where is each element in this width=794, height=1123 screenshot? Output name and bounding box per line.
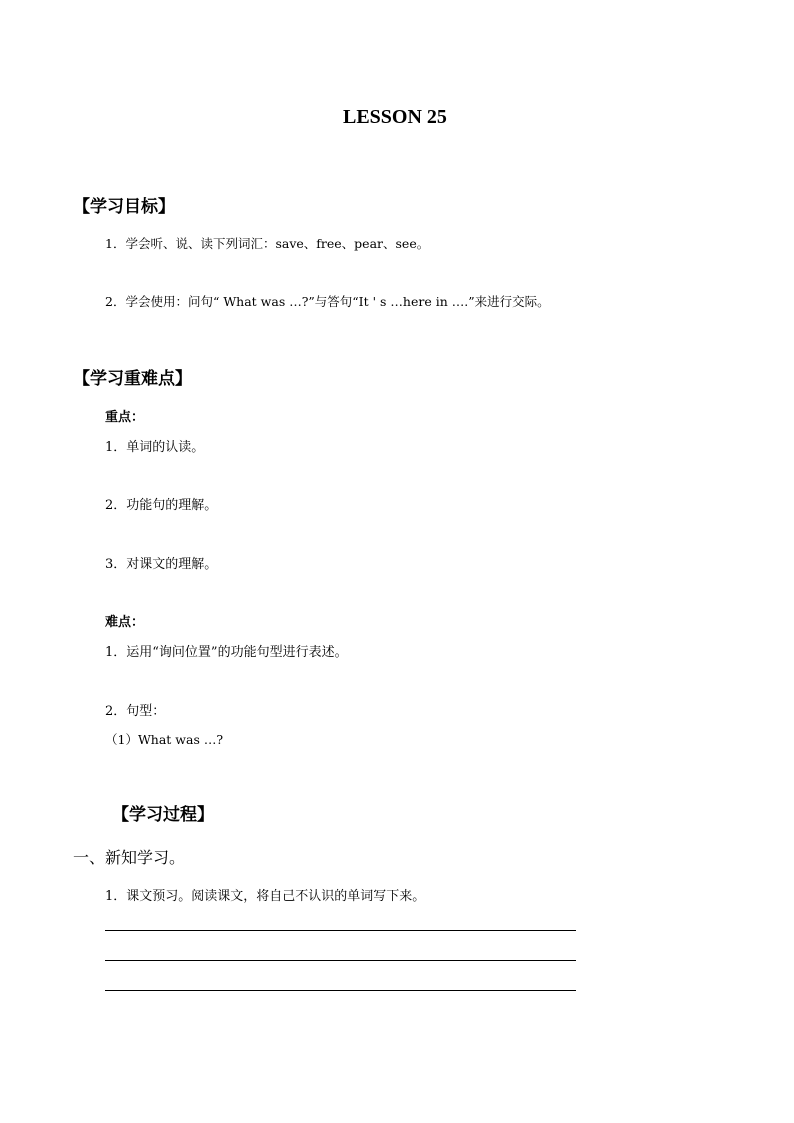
objectives-heading: 【学习目标】 xyxy=(73,197,175,217)
page-title: LESSON 25 xyxy=(343,106,447,128)
answer-line-3 xyxy=(105,990,576,991)
answer-line-1 xyxy=(105,930,576,931)
difficulty-item-1: 1．运用“询问位置”的功能句型进行表述。 xyxy=(105,645,348,660)
part-one-heading: 一、新知学习。 xyxy=(73,848,186,867)
focus-label: 重点： xyxy=(105,410,145,425)
objective-item-2: 2．学会使用：问句“ What was …?”与答句“It ' s …here in ….”来进行交际。 xyxy=(105,294,550,309)
focus-item-1: 1．单词的认读。 xyxy=(105,440,205,455)
focus-item-3: 3．对课文的理解。 xyxy=(105,557,218,572)
task-one-instruction: 1．课文预习。阅读课文，将自己不认识的单词写下来。 xyxy=(105,889,426,904)
objective-item-1: 1．学会听、说、读下列词汇：save、free、pear、see。 xyxy=(105,236,430,251)
sentence-pattern: （1）What was …? xyxy=(105,732,224,747)
key-points-heading: 【学习重难点】 xyxy=(73,369,192,389)
answer-line-2 xyxy=(105,960,576,961)
focus-item-2: 2．功能句的理解。 xyxy=(105,498,218,513)
difficulty-item-2: 2．句型： xyxy=(105,704,166,719)
difficulty-label: 难点： xyxy=(105,615,145,630)
process-heading: 【学习过程】 xyxy=(112,805,214,825)
